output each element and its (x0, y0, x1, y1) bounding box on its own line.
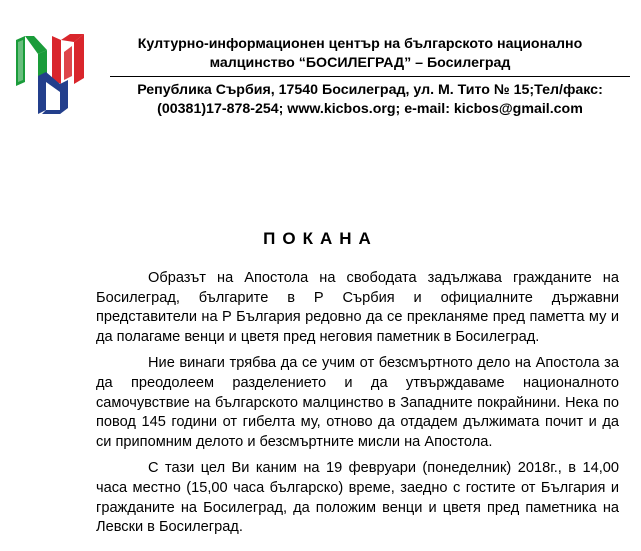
kic-logo-icon (12, 30, 94, 118)
paragraph-2: Ние винаги трябва да се учим от безсмъртното дело на Апостола за да преодолеем разделението и да утвърждаваме националното самочувствие на българското малцинство в Западните покрайнини. Нека по повод 145 години от гибелта му, отново да отдадем дължимата почит и да си припомним делото и безсмъртните мисли на Апостола. (96, 355, 619, 450)
address-line-2: (00381)17-878-254; www.kicbos.org; e-mail: kicbos@gmail.com (157, 101, 583, 117)
paragraph-3: С тази цел Ви каним на 19 февруари (понеделник) 2018г., в 14,00 часа местно (15,00 часа българско) време, заедно с гостите от България и гражданите на Босилеград, да положим венци и цветя пред паметника на Левски в Босилеград. (96, 460, 619, 536)
organization-name-line-1: Културно-информационен център на българското национално (137, 36, 583, 52)
letterhead (110, 35, 630, 119)
address-line-1: Република Сърбия, 17540 Босилеград, ул. М. Тито № 15;Тел/факс: (137, 82, 603, 98)
logo-red-shape (52, 34, 84, 84)
document-title: ПОКАНА (263, 229, 378, 248)
paragraph-1: Образът на Апостола на свободата задължава гражданите на Босилеград, българите в Р Сърбия и официалните държавни представители на Р България редовно да се прекланяме пред паметта му и да полагаме венци и цветя пред неговия паметник в Босилеград. (96, 270, 619, 345)
letterhead-divider (110, 76, 630, 77)
document-body (96, 269, 619, 545)
organization-name-line-2: малцинство “БОСИЛЕГРАД” – Босилеград (209, 55, 511, 71)
logo-blue-shape (38, 72, 68, 114)
